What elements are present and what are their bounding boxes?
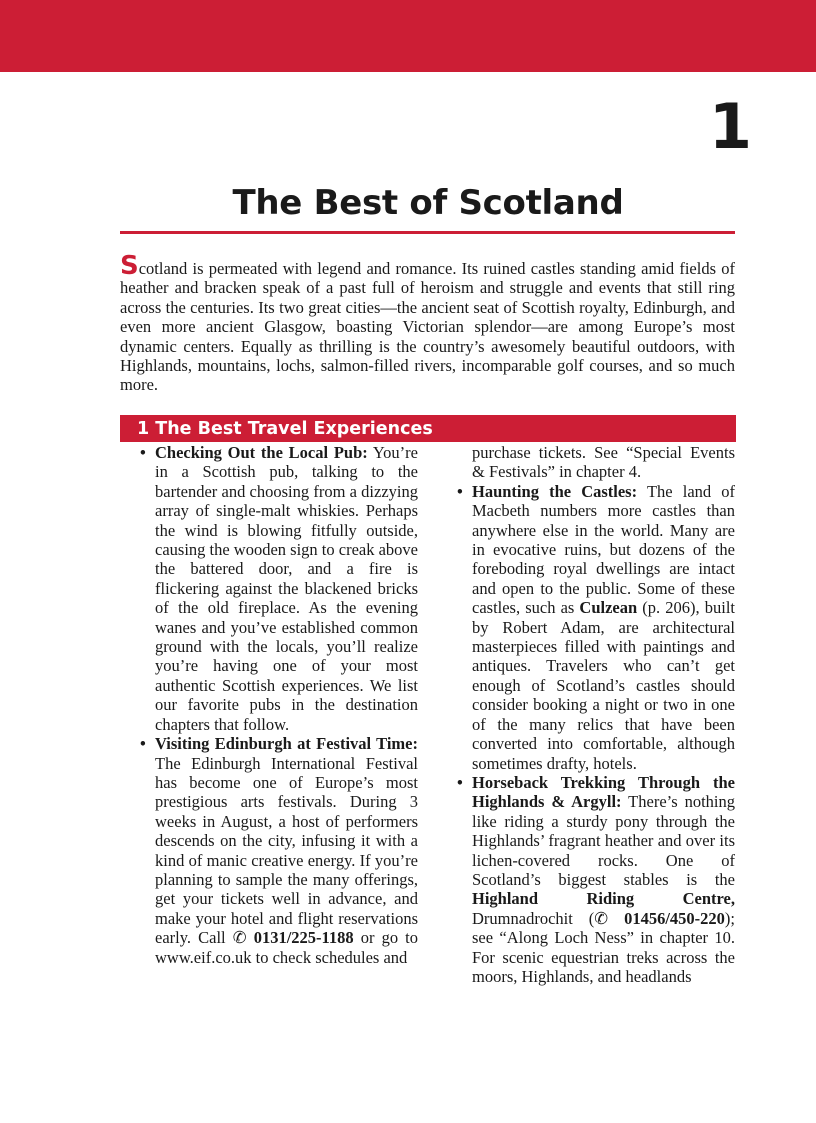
- highlight-culzean: Culzean: [579, 598, 638, 618]
- section-heading: 1 The Best Travel Experiences: [137, 419, 433, 439]
- item-text-middle: Drumnadrochit (: [472, 908, 595, 928]
- item-title: Horseback Trekking Through the Highlands & Argyll:: [472, 772, 735, 812]
- section-header-bar: [120, 415, 736, 442]
- list-item-edinburgh-festival: [138, 734, 418, 967]
- phone-icon: ✆: [232, 928, 247, 948]
- left-column: [138, 443, 418, 967]
- item-title: Haunting the Castles:: [472, 481, 638, 501]
- item-text-after: ); see “Along Loch Ness” in chapter 10. For scenic equestrian treks across the moors, Highlands, and headlands: [472, 908, 735, 986]
- item-text: There’s nothing like riding a sturdy pony through the Highlands’ fragrant heather and over its lichen-covered rocks. One of Scotland’s biggest stables is the: [472, 792, 735, 889]
- list-item-castles: [455, 482, 735, 773]
- item-text-after-phone: or go to www.eif.co.uk to check schedules and: [155, 928, 419, 967]
- top-red-band: [0, 0, 816, 72]
- list-item-continued: [455, 443, 735, 482]
- item-text-continued: purchase tickets. See “Special Events & Festivals” in chapter 4.: [472, 443, 735, 482]
- chapter-title: The Best of Scotland: [232, 183, 624, 223]
- intro-paragraph: [120, 251, 735, 395]
- intro-text: cotland is permeated with legend and romance. Its ruined castles standing amid fields of heather and bracken speak of a past full of heroism and struggle and events that still ring across the centuries. Its two great cities—the ancient seat of Scottish royalty, Edinburgh, and even more ancient Glasgow, boasting Victorian splendor—are among Europe’s most dynamic centers. Equally as thrilling is the country’s awesomely beautiful outdoors, with Highlands, mountains, lochs, salmon-filled rivers, incomparable golf courses, and so much more.: [120, 259, 735, 395]
- phone-icon: ✆: [594, 908, 609, 928]
- chapter-number: 1: [708, 90, 752, 163]
- list-item-local-pub: [138, 443, 418, 734]
- item-title: Visiting Edinburgh at Festival Time:: [155, 734, 418, 754]
- item-text: The land of Macbeth numbers more castles than anywhere else in the world. Many are in evocative ruins, but dozens of the foreboding royal dwellings are intact and open to the public. Some of these castles, such as: [472, 481, 736, 618]
- item-title: Checking Out the Local Pub:: [155, 443, 368, 462]
- phone-number: 0131/225-1188: [253, 928, 354, 948]
- right-column: [455, 443, 735, 986]
- title-rule: [120, 231, 735, 234]
- list-item-horseback: [455, 773, 735, 986]
- highlight-riding-centre: Highland Riding Centre,: [472, 889, 735, 909]
- drop-cap: S: [120, 251, 139, 281]
- phone-number: 01456/450-220: [624, 908, 725, 928]
- item-text-after: (p. 206), built by Robert Adam, are architectural masterpieces filled with paintings and antiques. Travelers who can’t get enough of Scotland’s castles should consider booking a night or two in one of the many relics that have been converted into comfortable, although sometimes drafty, hotels.: [472, 598, 735, 773]
- item-text: You’re in a Scottish pub, talking to the bartender and choosing from a dizzying array of single-malt whiskies. Perhaps the wind is blowing fitfully outside, causing the wooden sign to creak above the battered door, and a fire is flickering against the blackened bricks of the old fireplace. As the evening wanes and you’ve established common ground with the locals, you’ll realize you’re having one of your most authentic Scottish experiences. We list our favorite pubs in the destination chapters that follow.: [155, 443, 419, 734]
- item-text: The Edinburgh International Festival has become one of Europe’s most prestigious arts festivals. During 3 weeks in August, a host of performers descends on the city, infusing it with a kind of manic creative energy. If you’re planning to sample the many offerings, get your tickets well in advance, and make your hotel and flight reservations early. Call: [155, 753, 418, 948]
